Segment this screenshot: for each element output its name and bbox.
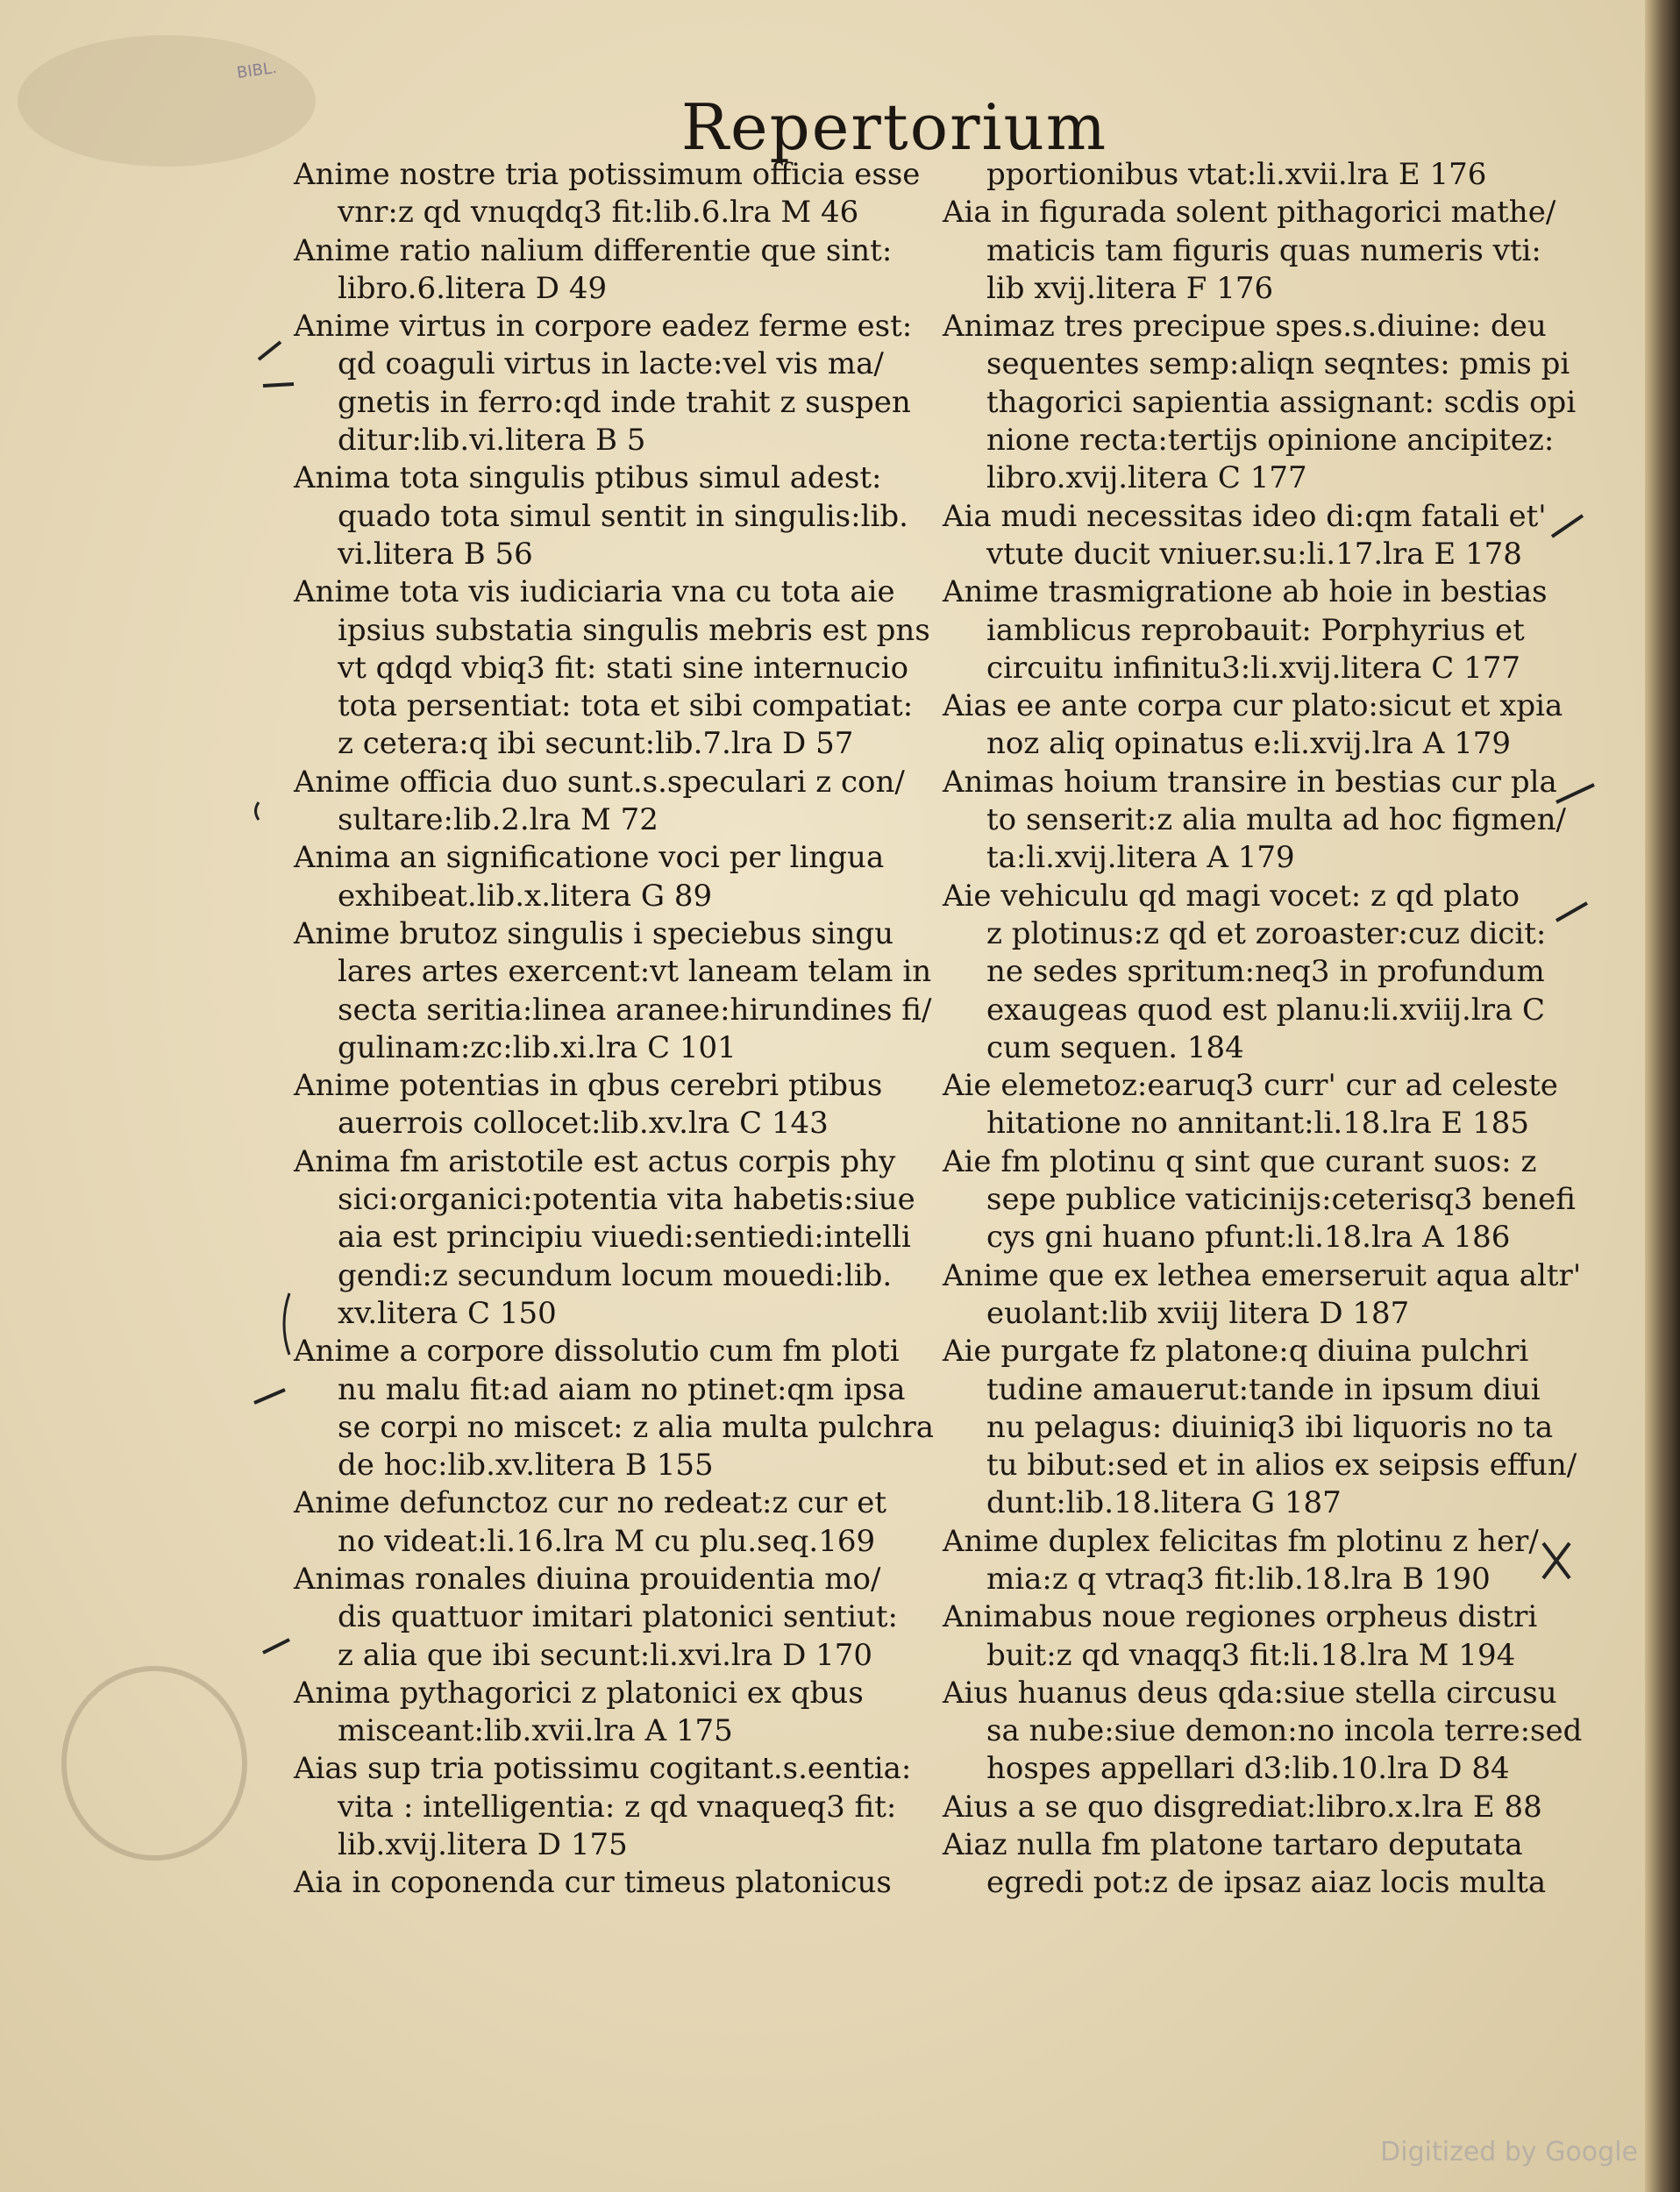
index-entry-line: Anime officia duo sunt.s.speculari z con/ — [294, 764, 905, 800]
index-entry-line: Aie fm plotinu q sint que curant suos: z — [943, 1143, 1537, 1179]
index-entry-line: to senserit:z alia multa ad hoc figmen/ — [986, 802, 1567, 838]
index-entry-line: quado tota simul sentit in singulis:lib. — [338, 498, 908, 534]
index-entry-line: Aias sup tria potissimu cogitant.s.eentia: — [294, 1751, 912, 1787]
index-entry-line: no videat:li.16.lra M cu plu.seq.169 — [338, 1523, 876, 1559]
index-entry-line: nione recta:tertijs opinione ancipitez: — [986, 423, 1555, 459]
index-entry-line: libro.6.litera D 49 — [338, 270, 608, 306]
index-entry-line: Animas hoium transire in bestias cur pla — [943, 764, 1557, 800]
index-entry — [294, 1333, 934, 1484]
index-entry-line: ne sedes spritum:neq3 in profundum — [986, 954, 1545, 990]
index-entry-line: Anime defunctoz cur no redeat:z cur et — [294, 1485, 886, 1521]
index-entry — [943, 1789, 1542, 1826]
index-entry-line: Anime brutoz singulis i speciebus singu — [294, 915, 894, 951]
index-entry-line: de hoc:lib.xv.litera B 155 — [338, 1448, 714, 1484]
index-entry-line: ta:li.xvij.litera A 179 — [986, 840, 1295, 876]
index-entry-line: egredi pot:z de ipsaz aiaz locis multa — [986, 1865, 1547, 1901]
index-entry-line: Aius huanus deus qda:siue stella circusu — [943, 1675, 1557, 1711]
index-column-left — [294, 156, 934, 1903]
index-entry-line: sici:organici:potentia vita habetis:siue — [338, 1182, 915, 1218]
index-entry — [294, 573, 930, 763]
index-entry-line: hitatione no annitant:li.18.lra E 185 — [986, 1106, 1529, 1142]
book-gutter — [1645, 0, 1680, 2192]
index-entry — [943, 1675, 1583, 1789]
digitization-watermark: Digitized by Google — [1380, 2137, 1638, 2167]
index-entry-line: libro.xvij.litera C 177 — [986, 460, 1307, 496]
index-entry-line: tu bibut:sed et in alios ex seipsis effun/ — [986, 1448, 1577, 1484]
index-entry — [294, 839, 908, 915]
index-entry-line: ipsius substatia singulis mebris est pns — [338, 612, 930, 648]
index-entry-line: buit:z qd vnaqq3 fit:li.18.lra M 194 — [986, 1637, 1516, 1673]
index-entry — [943, 308, 1577, 497]
index-entry-line: qd coaguli virtus in lacte:vel vis ma/ — [338, 346, 884, 382]
index-entry — [943, 1826, 1547, 1903]
index-entry-line: Aius a se quo disgrediat:libro.x.lra E 88 — [943, 1789, 1542, 1825]
index-entry-line: circuitu infinitu3:li.xvij.litera C 177 — [986, 650, 1520, 686]
index-entry-line: xv.litera C 150 — [338, 1295, 557, 1331]
index-entry — [294, 1561, 908, 1675]
index-entry-line: Anima an significatione voci per lingua — [294, 840, 885, 876]
index-entry-line: Aias ee ante corpa cur plato:sicut et xpia — [943, 688, 1563, 724]
index-entry-line: nu malu fit:ad aiam no ptinet:qm ipsa — [338, 1371, 906, 1407]
index-entry — [943, 878, 1547, 1067]
index-entry-line: Anime virtus in corpore eadez ferme est: — [294, 309, 913, 345]
library-stamp — [18, 35, 316, 167]
index-entry — [294, 1864, 908, 1902]
index-entry-line: Anime que ex lethea emerseruit aqua altr' — [943, 1257, 1582, 1293]
index-entry — [943, 764, 1567, 878]
index-entry-line: Anima fm aristotile est actus corpis phy — [294, 1143, 896, 1179]
index-entry-line: lares artes exercent:vt laneam telam in — [338, 954, 932, 990]
index-entry-line: vi.litera B 56 — [338, 536, 533, 572]
index-entry — [943, 156, 1517, 194]
index-entry-line: dunt:lib.18.litera G 187 — [986, 1485, 1342, 1521]
index-entry — [294, 156, 921, 232]
index-entry-line: sequentes semp:aliqn seqntes: pmis pi — [986, 346, 1570, 382]
index-entry-line: lib.xvij.litera D 175 — [338, 1827, 628, 1863]
index-entry-line: secta seritia:linea aranee:hirundines fi/ — [338, 992, 932, 1028]
index-entry-line: thagorici sapientia assignant: scdis opi — [986, 384, 1577, 420]
index-entry-line: Anime tota vis iudiciaria vna cu tota aie — [294, 574, 895, 610]
index-entry-line: z alia que ibi secunt:li.xvi.lra D 170 — [338, 1637, 873, 1673]
index-entry-line: tudine amauerut:tande in ipsum diui — [986, 1371, 1541, 1407]
index-entry-line: Aie elemetoz:earuq3 curr' cur ad celeste — [943, 1068, 1558, 1104]
index-entry-line: noz aliq opinatus e:li.xvij.lra A 179 — [986, 726, 1511, 762]
index-entry-line: Aie purgate fz platone:q diuina pulchri — [943, 1334, 1529, 1370]
index-entry-line: hospes appellari d3:lib.10.lra D 84 — [986, 1751, 1510, 1787]
index-entry — [943, 498, 1547, 574]
index-entry — [943, 1143, 1576, 1257]
index-entry-line: dis quattuor imitari platonici sentiut: — [338, 1599, 898, 1635]
index-entry-line: lib xvij.litera F 176 — [986, 270, 1274, 306]
index-entry-line: Animaz tres precipue spes.s.diuine: deu — [943, 309, 1547, 345]
index-entry-line: z cetera:q ibi secunt:lib.7.lra D 57 — [338, 726, 854, 762]
index-entry-line: nu pelagus: diuiniq3 ibi liquoris no ta — [986, 1409, 1554, 1445]
index-entry — [943, 1067, 1558, 1143]
index-entry-line: sultare:lib.2.lra M 72 — [338, 802, 658, 838]
index-entry — [294, 1484, 908, 1561]
index-entry — [294, 764, 908, 840]
index-entry-line: mia:z q vtraq3 fit:lib.18.lra B 190 — [986, 1561, 1491, 1597]
index-entry-line: z plotinus:z qd et zoroaster:cuz dicit: — [986, 915, 1547, 951]
index-entry-line: Anime trasmigratione ab hoie in bestias — [943, 574, 1548, 610]
index-entry-line: aia est principiu viuedi:sentiedi:intelli — [338, 1220, 911, 1256]
index-entry-line: euolant:lib xviij litera D 187 — [986, 1295, 1410, 1331]
index-entry-line: vnr:z qd vnuqdq3 fit:lib.6.lra M 46 — [338, 195, 859, 231]
index-entry — [943, 1333, 1577, 1522]
index-entry — [943, 194, 1556, 308]
index-entry — [943, 573, 1548, 687]
index-entry-line: exaugeas quod est planu:li.xviij.lra C — [986, 992, 1546, 1028]
index-entry-line: Anime nostre tria potissimum officia esse — [294, 157, 921, 192]
index-entry-line: Anime a corpore dissolutio cum fm ploti — [294, 1334, 900, 1370]
index-entry-line: Aia in coponenda cur timeus platonicus — [294, 1865, 892, 1901]
index-entry-line: exhibeat.lib.x.litera G 89 — [338, 878, 713, 914]
index-entry-line: vtute ducit vniuer.su:li.17.lra E 178 — [986, 536, 1522, 572]
index-entry-line: vita : intelligentia: z qd vnaqueq3 fit: — [338, 1789, 897, 1825]
index-entry-line: Aie vehiculu qd magi vocet: z qd plato — [943, 878, 1520, 914]
index-entry-line: sepe publice vaticinijs:ceterisq3 benefi — [986, 1182, 1576, 1218]
index-entry — [943, 1523, 1539, 1599]
index-entry — [294, 308, 913, 459]
index-entry-line: maticis tam figuris quas numeris vti: — [986, 232, 1541, 268]
circular-stamp — [61, 1666, 247, 1861]
index-entry-line: auerrois collocet:lib.xv.lra C 143 — [338, 1106, 829, 1142]
index-entry-line: Anime ratio nalium differentie que sint: — [294, 232, 893, 268]
index-entry-line: tota persentiat: tota et sibi compatiat: — [338, 688, 914, 724]
index-entry-line: gnetis in ferro:qd inde trahit z suspen — [338, 384, 911, 420]
index-entry — [943, 1598, 1538, 1675]
index-entry-line: cys gni huano pfunt:li.18.lra A 186 — [986, 1220, 1511, 1256]
index-entry-line: Aia mudi necessitas ideo di:qm fatali et' — [943, 498, 1547, 534]
index-entry-line: misceant:lib.xvii.lra A 175 — [338, 1713, 733, 1749]
library-stamp-text: BIBL. — [235, 58, 279, 83]
index-entry — [294, 1750, 912, 1864]
index-entry-line: iamblicus reprobauit: Porphyrius et — [986, 612, 1525, 648]
running-head — [631, 88, 1157, 167]
index-entry-line: pportionibus vtat:li.xvii.lra E 176 — [986, 157, 1487, 192]
index-entry-line: ditur:lib.vi.litera B 5 — [338, 423, 646, 459]
index-entry — [294, 232, 908, 309]
index-entry-line: gulinam:zc:lib.xi.lra C 101 — [338, 1029, 737, 1065]
index-entry-line: Animabus noue regiones orpheus distri — [943, 1599, 1538, 1635]
index-entry — [943, 687, 1563, 764]
index-entry-line: sa nube:siue demon:no incola terre:sed — [986, 1713, 1583, 1749]
index-entry-line: Anima tota singulis ptibus simul adest: — [294, 460, 882, 496]
index-entry-line: Anime duplex felicitas fm plotinu z her/ — [943, 1523, 1539, 1559]
index-column-right — [943, 156, 1583, 1903]
index-entry-line: Anime potentias in qbus cerebri ptibus — [294, 1068, 883, 1104]
index-entry-line: Anima pythagorici z platonici ex qbus — [294, 1675, 864, 1711]
index-entry — [294, 1143, 915, 1333]
running-head-text: Repertorium — [680, 90, 1108, 164]
index-entry-line: se corpi no miscet: z alia multa pulchra — [338, 1409, 934, 1445]
index-entry — [294, 1675, 908, 1751]
index-entry-line: Animas ronales diuina prouidentia mo/ — [294, 1561, 881, 1597]
index-entry-line: vt qdqd vbiq3 fit: stati sine internucio — [338, 650, 909, 686]
index-entry — [294, 459, 908, 573]
index-entry — [943, 1257, 1582, 1334]
index-entry — [294, 1067, 908, 1143]
index-entry-line: Aia in figurada solent pithagorici mathe/ — [943, 195, 1556, 231]
index-entry — [294, 915, 932, 1067]
index-entry-line: cum sequen. 184 — [986, 1029, 1244, 1065]
index-entry-line: gendi:z secundum locum mouedi:lib. — [338, 1257, 893, 1293]
index-entry-line: Aiaz nulla fm platone tartaro deputata — [943, 1827, 1523, 1863]
